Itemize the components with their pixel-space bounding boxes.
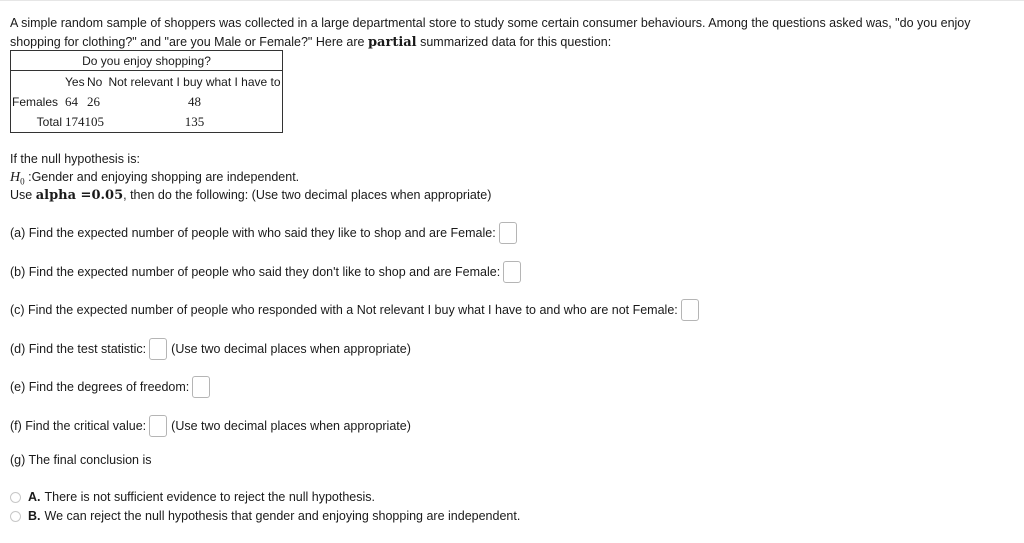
answer-e-input[interactable] <box>192 376 210 398</box>
question-g-text: (g) The final conclusion is <box>10 453 152 467</box>
alpha-word: alpha <box>35 188 77 203</box>
question-f-note: (Use two decimal places when appropriate) <box>171 419 411 433</box>
choice-b-radio[interactable] <box>10 511 21 522</box>
question-a-text: (a) Find the expected number of people with who said they like to shop and are Female: <box>10 226 496 240</box>
table-row <box>11 112 283 133</box>
cell-total-not-relevant: 135 <box>184 114 205 129</box>
column-header-no: No <box>87 74 103 89</box>
answer-f-input[interactable] <box>149 415 167 437</box>
choice-a-letter: A. <box>28 490 41 504</box>
row-label-females: Females <box>12 95 59 109</box>
column-header-yes: Yes <box>65 74 85 89</box>
question-d-note: (Use two decimal places when appropriate) <box>171 342 411 356</box>
cell-total-yes: 174 <box>65 114 85 129</box>
null-hypothesis <box>10 170 299 187</box>
question-b <box>10 260 521 284</box>
choice-b-letter: B. <box>28 509 41 523</box>
cell-females-yes: 64 <box>65 94 78 109</box>
choice-b-text: We can reject the null hypothesis that gender and enjoying shopping are independent. <box>44 509 521 523</box>
question-f-text: (f) Find the critical value: <box>10 419 147 433</box>
intro-text-end: summarized data for this question: <box>416 35 612 49</box>
question-b-text: (b) Find the expected number of people who said they don't like to shop and are Female: <box>10 265 501 279</box>
answer-c-input[interactable] <box>681 299 699 321</box>
cell-females-not-relevant: 48 <box>188 94 201 109</box>
alpha-suffix: , then do the following: (Use two decimal places when appropriate) <box>123 188 492 202</box>
problem-intro <box>10 14 1000 52</box>
cell-total-no: 105 <box>84 114 104 129</box>
choice-a-radio[interactable] <box>10 492 21 503</box>
question-d-text: (d) Find the test statistic: <box>10 342 147 356</box>
question-d <box>10 337 411 361</box>
question-a <box>10 221 517 245</box>
question-e-text: (e) Find the degrees of freedom: <box>10 380 190 394</box>
row-label-total: Total <box>36 115 62 129</box>
table-corner <box>11 71 66 93</box>
column-header-not-relevant: Not relevant I buy what I have to <box>108 74 281 89</box>
survey-table <box>10 50 283 133</box>
question-e <box>10 375 210 399</box>
answer-d-input[interactable] <box>149 338 167 360</box>
hypothesis-symbol: H <box>10 170 21 185</box>
alpha-value: =0.05 <box>76 188 124 203</box>
alpha-instruction <box>10 188 491 203</box>
cell-females-no: 26 <box>87 94 100 109</box>
table-title: Do you enjoy shopping? <box>11 51 283 71</box>
alpha-prefix: Use <box>10 188 36 202</box>
question-c-text: (c) Find the expected number of people who responded with a Not relevant I buy what I have to and who are not Female: <box>10 303 678 317</box>
answer-b-input[interactable] <box>503 261 521 283</box>
table-row <box>11 92 283 112</box>
intro-emphasis: partial <box>367 35 417 50</box>
hypothesis-subscript: 0 <box>20 176 25 187</box>
question-f <box>10 414 411 438</box>
intro-text-start: A simple random sample of shoppers was collected in a large departmental store to study some certain consumer behaviours. Among the questions asked was, "do you enjoy shopping for clothing?" and "are you Male or Female?" Here are <box>10 16 971 49</box>
choice-a-text: There is not sufficient evidence to reject the null hypothesis. <box>44 490 376 504</box>
choice-b[interactable] <box>10 507 520 525</box>
question-c <box>10 298 699 322</box>
choice-a[interactable] <box>10 488 375 506</box>
cell-total-yes-no <box>65 112 107 133</box>
hypothesis-lead: If the null hypothesis is: <box>10 152 140 166</box>
hypothesis-statement: :Gender and enjoying shopping are independent. <box>24 170 300 184</box>
answer-a-input[interactable] <box>499 222 517 244</box>
